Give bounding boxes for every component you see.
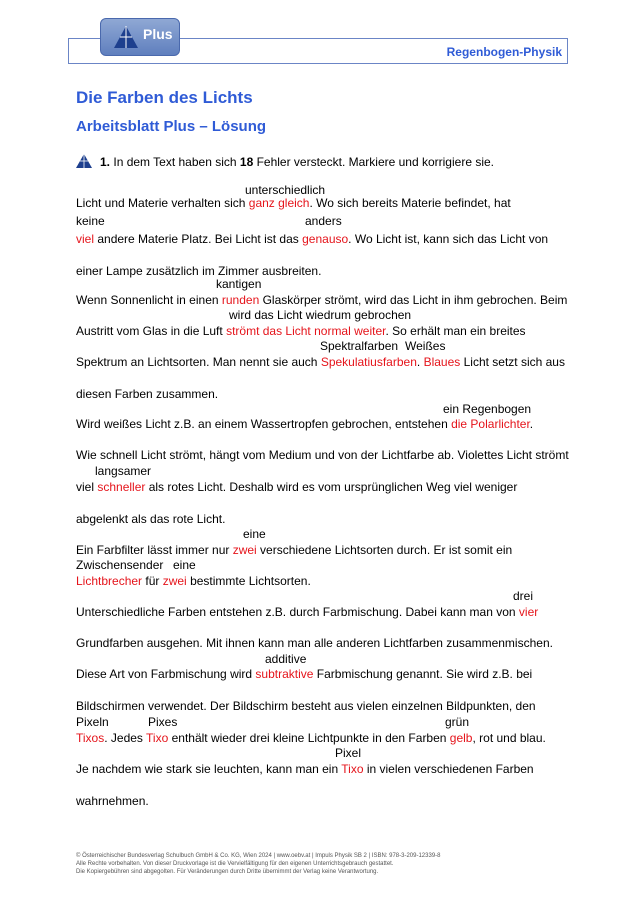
text-segment: . Jedes [104,731,147,745]
text-segment: verschiedene Lichtsorten durch. Er ist somit ein [256,543,513,557]
correction-word: Zwischensender [76,558,164,572]
text-line [76,232,548,246]
error-word: schneller [97,480,146,494]
page-title: Die Farben des Lichts [76,88,253,107]
correction-word: Weißes [405,339,446,353]
correction-word: anders [305,214,342,228]
footer-line: © Österreichischer Bundesverlag Schulbuch GmbH & Co. KG, Wien 2024 | www.oebv.at | Impuls Physik SB 2 | ISBN: 978-3-209-12339-8 [76,853,441,859]
difficulty-triangle-icon [76,154,92,168]
text-segment: Je nachdem wie stark sie leuchten, kann man ein [76,762,342,776]
text-line [76,731,546,745]
correction-word: Pixeln [76,715,109,729]
text-line [76,448,569,462]
logo [100,18,180,56]
text-line [76,543,512,557]
footer [76,852,441,876]
text-line [76,324,526,338]
text-segment: in vielen verschiedenen Farben [363,762,534,776]
text-segment: Wie schnell Licht strömt, hängt vom Medium und von der Lichtfarbe ab. Violettes Licht strömt [76,448,569,462]
text-segment: wahrnehmen. [76,794,149,808]
text-segment: Licht und Materie verhalten sich [76,196,249,210]
task-instruction [100,155,494,169]
text-line [76,667,532,681]
text-segment: einer Lampe zusätzlich im Zimmer ausbreiten. [76,264,322,278]
correction-word: langsamer [95,464,152,478]
text-line [76,574,311,588]
text-line [76,417,533,431]
text-segment: Glaskörper strömt, wird das Licht in ihm gebrochen. Beim [259,293,568,307]
error-word: strömt das Licht normal weiter [226,324,386,338]
text-segment: Diese Art von Farbmischung wird [76,667,256,681]
footer-line: Die Kopiergebühren sind abgegolten. Für Veränderungen durch Dritte übernimmt der Verlag keine Verantwortung. [76,869,379,875]
text-segment: Farbmischung genannt. Sie wird z.B. bei [313,667,533,681]
correction-word: eine [243,527,266,541]
error-word: zwei [162,574,187,588]
text-line [76,293,567,307]
text-segment: Wenn Sonnenlicht in einen [76,293,222,307]
correction-word: Spektralfarben [320,339,399,353]
error-word: viel [76,232,95,246]
text-segment: enthält wieder drei kleine Lichtpunkte in den Farben [168,731,450,745]
text-line [76,387,218,401]
text-segment: . [416,355,424,369]
text-line [76,699,536,713]
text-line [76,512,225,526]
task-error-count: 18 [239,155,254,169]
logo-text: Plus [143,26,173,42]
brand-name: Regenbogen-Physik [446,45,562,59]
text-segment: bestimmte Lichtsorten. [186,574,311,588]
text-segment: Spektrum an Lichtsorten. Man nennt sie auch [76,355,321,369]
page-subtitle: Arbeitsblatt Plus – Lösung [76,118,267,135]
text-line [76,264,321,278]
triangle-logo-icon [113,25,139,49]
error-word: Lichtbrecher [76,574,143,588]
text-segment: Wird weißes Licht z.B. an einem Wassertropfen gebrochen, entstehen [76,417,452,431]
text-segment: Ein Farbfilter lässt immer nur [76,543,233,557]
error-word: gelb [449,731,473,745]
error-word: zwei [232,543,257,557]
text-segment: Licht setzt sich aus [460,355,565,369]
text-segment: . Wo sich bereits Materie befindet, hat [309,196,511,210]
footer-line: Alle Rechte vorbehalten. Von dieser Druckvorlage ist die Vervielfältigung für den eigenen Unterrichtsgebrauch gestattet. [76,861,394,867]
correction-word: unterschiedlich [245,183,326,197]
error-word: subtraktive [255,667,314,681]
error-word: Tixos [76,731,105,745]
text-segment: als rotes Licht. Deshalb wird es vom ursprünglichen Weg viel weniger [145,480,518,494]
task-number: 1. [100,155,111,169]
task-text-pre: In dem Text haben sich [113,155,240,169]
text-segment: Grundfarben ausgehen. Mit ihnen kann man alle anderen Lichtfarben zusammenmischen. [76,636,553,650]
text-line [76,196,511,210]
error-word: die Polarlichter [451,417,530,431]
correction-word: Pixel [335,746,362,760]
error-word: Tixo [341,762,364,776]
text-segment: viel [76,480,98,494]
text-segment: Bildschirmen verwendet. Der Bildschirm besteht aus vielen einzelnen Bildpunkten, den [76,699,536,713]
correction-word: ein Regenbogen [443,402,532,416]
correction-word: grün [445,715,470,729]
correction-word: drei [513,589,534,603]
error-word: runden [221,293,260,307]
correction-word: eine [173,558,196,572]
text-segment: . So erhält man ein breites [385,324,526,338]
text-segment: . [529,417,534,431]
correction-word: keine [76,214,105,228]
text-segment: für [142,574,163,588]
text-segment: diesen Farben zusammen. [76,387,219,401]
text-line [76,480,517,494]
text-line [76,762,534,776]
text-segment: Unterschiedliche Farben entstehen z.B. durch Farbmischung. Dabei kann man von [76,605,519,619]
error-word: Spekulatiusfarben [320,355,417,369]
text-segment: andere Materie Platz. Bei Licht ist das [94,232,303,246]
error-word: vier [518,605,539,619]
correction-word: additive [265,652,307,666]
text-segment: . Wo Licht ist, kann sich das Licht von [348,232,549,246]
text-segment: abgelenkt als das rote Licht. [76,512,226,526]
text-segment: , rot und blau. [472,731,546,745]
correction-word: Pixes [148,715,178,729]
error-word: Tixo [146,731,169,745]
error-word: ganz gleich [248,196,310,210]
task-text-post: Fehler versteckt. Markiere und korrigiere sie. [253,155,494,169]
correction-word: kantigen [216,277,262,291]
correction-word: wird das Licht wiedrum gebrochen [229,308,412,322]
text-line [76,794,149,808]
text-line [76,355,565,369]
error-word: Blaues [423,355,461,369]
text-line [76,636,553,650]
text-line [76,605,538,619]
text-segment: Austritt vom Glas in die Luft [76,324,227,338]
error-word: genauso [302,232,349,246]
